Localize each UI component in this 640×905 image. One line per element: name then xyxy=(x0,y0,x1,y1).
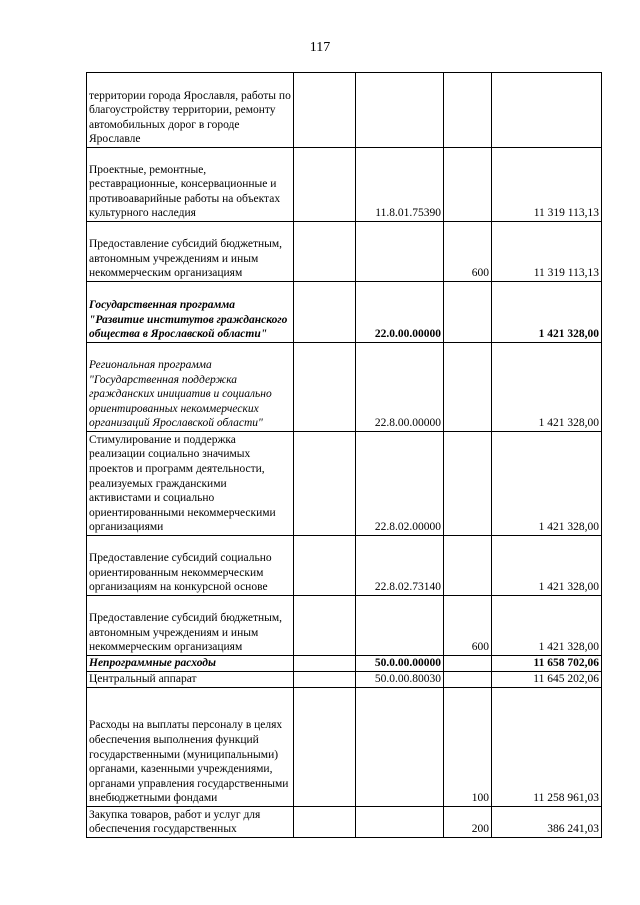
row-code: 50.0.00.80030 xyxy=(356,672,444,688)
row-name: Государственная программа "Развитие институтов гражданского общества в Ярославской области" xyxy=(87,282,294,343)
row-name: Стимулирование и поддержка реализации социально значимых проектов и программ деятельности, реализуемых гражданскими активистами и социально ориентированными некоммерческими организациями xyxy=(87,432,294,536)
row-code: 22.0.00.00000 xyxy=(356,282,444,343)
row-code: 22.8.00.00000 xyxy=(356,343,444,432)
row-code xyxy=(356,596,444,656)
row-name: Предоставление субсидий бюджетным, автономным учреждениям и иным некоммерческим организациям xyxy=(87,596,294,656)
row-expense-type xyxy=(444,282,492,343)
row-expense-type xyxy=(444,672,492,688)
row-amount: 1 421 328,00 xyxy=(492,343,602,432)
row-amount xyxy=(492,73,602,148)
table-row xyxy=(87,596,602,656)
empty-cell xyxy=(294,807,356,838)
row-code: 50.0.00.00000 xyxy=(356,656,444,672)
row-name: Расходы на выплаты персоналу в целях обеспечения выполнения функций государственными (муниципальными) органами, казенными учреждениями, органами управления государственными внебюджетными фондами xyxy=(87,688,294,807)
table-row xyxy=(87,807,602,838)
row-amount: 11 258 961,03 xyxy=(492,688,602,807)
row-expense-type xyxy=(444,432,492,536)
row-code xyxy=(356,222,444,282)
row-amount: 1 421 328,00 xyxy=(492,432,602,536)
row-amount: 11 319 113,13 xyxy=(492,222,602,282)
table-row xyxy=(87,282,602,343)
row-name: Непрограммные расходы xyxy=(87,656,294,672)
row-amount: 386 241,03 xyxy=(492,807,602,838)
budget-table xyxy=(86,72,602,838)
table-row xyxy=(87,73,602,148)
table-row xyxy=(87,222,602,282)
empty-cell xyxy=(294,688,356,807)
row-code: 11.8.01.75390 xyxy=(356,148,444,222)
row-name: Региональная программа "Государственная поддержка гражданских инициатив и социально ориентированных некоммерческих организаций Ярославской области" xyxy=(87,343,294,432)
empty-cell xyxy=(294,73,356,148)
row-expense-type xyxy=(444,148,492,222)
row-amount: 1 421 328,00 xyxy=(492,536,602,596)
row-amount: 1 421 328,00 xyxy=(492,596,602,656)
row-expense-type xyxy=(444,343,492,432)
row-expense-type: 100 xyxy=(444,688,492,807)
row-name: Закупка товаров, работ и услуг для обеспечения государственных xyxy=(87,807,294,838)
row-amount: 11 645 202,06 xyxy=(492,672,602,688)
row-amount: 11 658 702,06 xyxy=(492,656,602,672)
row-code: 22.8.02.73140 xyxy=(356,536,444,596)
row-code xyxy=(356,807,444,838)
row-amount: 11 319 113,13 xyxy=(492,148,602,222)
table-row xyxy=(87,672,602,688)
empty-cell xyxy=(294,432,356,536)
empty-cell xyxy=(294,656,356,672)
row-expense-type: 600 xyxy=(444,222,492,282)
row-name: Предоставление субсидий бюджетным, автономным учреждениям и иным некоммерческим организациям xyxy=(87,222,294,282)
empty-cell xyxy=(294,282,356,343)
row-expense-type xyxy=(444,656,492,672)
row-expense-type: 600 xyxy=(444,596,492,656)
row-name: Проектные, ремонтные, реставрационные, консервационные и противоаварийные работы на объектах культурного наследия xyxy=(87,148,294,222)
empty-cell xyxy=(294,343,356,432)
row-expense-type xyxy=(444,536,492,596)
table-row xyxy=(87,688,602,807)
row-code: 22.8.02.00000 xyxy=(356,432,444,536)
row-name: Центральный аппарат xyxy=(87,672,294,688)
row-expense-type: 200 xyxy=(444,807,492,838)
row-name: Предоставление субсидий социально ориентированным некоммерческим организациям на конкурсной основе xyxy=(87,536,294,596)
empty-cell xyxy=(294,148,356,222)
empty-cell xyxy=(294,596,356,656)
table-row xyxy=(87,536,602,596)
row-expense-type xyxy=(444,73,492,148)
table-row xyxy=(87,343,602,432)
empty-cell xyxy=(294,672,356,688)
row-amount: 1 421 328,00 xyxy=(492,282,602,343)
table-row xyxy=(87,148,602,222)
row-code xyxy=(356,688,444,807)
table-row xyxy=(87,432,602,536)
empty-cell xyxy=(294,536,356,596)
table-row xyxy=(87,656,602,672)
page-number: 117 xyxy=(309,40,331,55)
empty-cell xyxy=(294,222,356,282)
row-code xyxy=(356,73,444,148)
row-name: территории города Ярославля, работы по благоустройству территории, ремонту автомобильных дорог в городе Ярославле xyxy=(87,73,294,148)
